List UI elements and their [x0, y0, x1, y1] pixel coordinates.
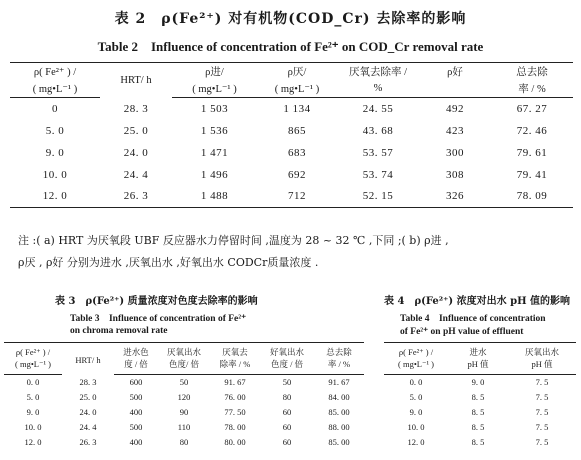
table-cell: 50 — [282, 377, 292, 388]
table3-header-cell: 率 / % — [314, 358, 364, 375]
table-cell: 683 — [288, 146, 306, 159]
table3-header-cell: 厌氧出水 — [158, 343, 210, 359]
table3-header-cell: 厌氧去 — [210, 343, 260, 359]
table-cell: 84. 00 — [328, 392, 350, 402]
table-cell: 28. 3 — [123, 102, 149, 115]
table-cell: 25. 0 — [79, 392, 97, 402]
table-cell: 12. 0 — [10, 186, 100, 208]
table-cell: 52. 15 — [337, 186, 419, 208]
table4-header-row — [384, 358, 576, 375]
table-row — [10, 164, 573, 186]
table-cell: 1 488 — [172, 186, 257, 208]
table-row — [384, 405, 576, 420]
table-cell: 423 — [446, 124, 464, 137]
table-cell: 500 — [129, 422, 143, 432]
table-cell: 5. 0 — [26, 392, 40, 402]
table-cell: 7. 5 — [535, 392, 549, 402]
table-cell: 1 536 — [200, 124, 229, 137]
table-cell: 80 — [179, 437, 189, 447]
table4-header-cell: pH 值 — [508, 358, 576, 375]
table2-header-cell: ( mg•L⁻¹ ) — [10, 80, 100, 98]
table3-header-cell: 总去除 — [314, 343, 364, 359]
table-cell: 308 — [446, 168, 464, 181]
table-cell: 300 — [446, 146, 464, 159]
table-cell: 26. 3 — [79, 437, 97, 447]
table-cell: 85. 00 — [328, 437, 350, 447]
table-cell: 24. 55 — [362, 102, 394, 115]
table-cell: 1 471 — [200, 146, 229, 159]
table-cell: 712 — [257, 186, 337, 208]
table4-header-cell: 进水 — [448, 343, 508, 359]
table-cell: 0 — [52, 102, 58, 115]
table-cell: 90 — [179, 407, 189, 417]
table4-header-row — [384, 343, 576, 359]
table-cell: 91. 67 — [328, 377, 350, 388]
table-row — [4, 435, 364, 450]
table-cell: 7. 5 — [535, 437, 549, 447]
table-cell: 72. 46 — [516, 124, 548, 137]
table2-header-cell: ρ厌/ — [257, 63, 337, 81]
table-cell: 9. 0 — [409, 407, 423, 417]
table-cell: 10. 0 — [24, 422, 42, 432]
table-cell: 8. 5 — [471, 422, 485, 432]
table-cell: 28. 3 — [79, 377, 97, 387]
table2-header-cell: ( mg•L⁻¹ ) — [257, 80, 337, 98]
table4-header-cell: 厌氧出水 — [508, 343, 576, 359]
table-cell: 400 — [129, 407, 143, 417]
table-cell: 60 — [282, 422, 292, 432]
table-cell: 326 — [419, 186, 491, 208]
table4 — [384, 342, 576, 450]
table-cell: 79. 61 — [516, 146, 548, 159]
table-row — [4, 420, 364, 435]
table3-header-cell: 好氧出水 — [260, 343, 314, 359]
table-cell: 26. 3 — [100, 186, 172, 208]
table3-header-cell: ( mg•L⁻¹ ) — [4, 358, 62, 375]
table2-header-cell: ρ进/ — [172, 63, 257, 81]
table-cell: 80. 00 — [224, 437, 246, 447]
table-cell: 492 — [446, 102, 464, 115]
table-cell: 43. 68 — [362, 124, 394, 137]
table-cell: 50 — [179, 377, 189, 388]
table3-header-cell: 度 / 倍 — [114, 358, 158, 375]
table-cell: 60 — [282, 437, 292, 447]
table3-header-row — [4, 358, 364, 375]
table-cell: 77. 50 — [224, 407, 246, 417]
table-note-line1: 注 :( a) HRT 为厌氧段 UBF 反应器水力停留时间 ,温度为 28 ~ 32 ℃ ,下同 ;( b) ρ进 , — [18, 234, 449, 247]
table3-header-cell: 色度 / 倍 — [260, 358, 314, 375]
table-cell: 110 — [177, 422, 191, 432]
table4-title-en-cont: of Fe²⁺ on pH value of effluent — [400, 327, 524, 337]
table-cell: 24. 0 — [123, 146, 149, 159]
table-cell: 24. 0 — [79, 407, 97, 417]
table3-header-cell: ρ( Fe²⁺ ) / — [4, 343, 62, 359]
table-cell: 400 — [129, 437, 143, 447]
table-cell: 865 — [288, 124, 306, 137]
table-row — [4, 405, 364, 420]
table-cell: 9. 0 — [471, 377, 485, 388]
table-cell: 91. 67 — [224, 377, 246, 388]
table3-title-cn: 表 3 ρ(Fe²⁺) 质量浓度对色度去除率的影响 — [55, 296, 258, 307]
table-row — [10, 98, 573, 120]
table-cell: 5. 0 — [45, 124, 65, 137]
table4-title-en: Table 4 Influence of concentration — [400, 314, 546, 324]
table-cell: 88. 00 — [328, 422, 350, 432]
table3-header-row — [4, 343, 364, 359]
table-cell: 9. 0 — [45, 146, 65, 159]
table2-header-cell: ρ( Fe²⁺ ) / — [10, 63, 100, 81]
table-cell: 24. 4 — [79, 422, 97, 432]
table-cell: 12. 0 — [24, 437, 42, 447]
table-cell: 0. 0 — [409, 377, 423, 388]
table-note-line2: ρ厌 , ρ好 分别为进水 ,厌氧出水 ,好氧出水 CODCr质量浓度 . — [18, 256, 319, 269]
table-cell: 78. 09 — [491, 186, 573, 208]
table-row — [4, 375, 364, 390]
table4-header-cell: pH 值 — [448, 358, 508, 375]
table-cell: 1 496 — [200, 168, 229, 181]
table2-title-en: Table 2 Influence of concentration of Fe²⁺ on COD_Cr removal rate — [97, 39, 484, 54]
table2-header-cell — [419, 80, 491, 98]
table2 — [10, 62, 573, 208]
table2-header-cell: HRT/ h — [100, 63, 172, 98]
table-cell: 5. 0 — [409, 392, 423, 402]
table-row — [384, 375, 576, 390]
table-cell: 60 — [282, 407, 292, 417]
table-row — [10, 186, 573, 208]
table-cell: 7. 5 — [535, 377, 549, 388]
table4-header-cell: ( mg•L⁻¹ ) — [384, 358, 448, 375]
table-cell: 53. 74 — [362, 168, 394, 181]
table-cell: 7. 5 — [535, 407, 549, 417]
table-cell: 53. 57 — [362, 146, 394, 159]
table-cell: 85. 00 — [328, 407, 350, 417]
table-cell: 80 — [282, 392, 292, 402]
table-cell: 0. 0 — [26, 377, 40, 388]
table2-header-cell: 总去除 — [491, 63, 573, 81]
table2-header-cell: ( mg•L⁻¹ ) — [172, 80, 257, 98]
table-cell: 24. 4 — [123, 168, 149, 181]
table-cell: 8. 5 — [471, 437, 485, 447]
table-row — [384, 420, 576, 435]
table-cell: 120 — [177, 392, 191, 402]
table3-header-cell: 色度/ 倍 — [158, 358, 210, 375]
table-row — [10, 120, 573, 142]
table-cell: 8. 5 — [471, 392, 485, 402]
table-cell: 25. 0 — [123, 124, 149, 137]
table4-title-cn: 表 4 ρ(Fe²⁺) 浓度对出水 pH 值的影响 — [384, 296, 571, 307]
table-row — [4, 390, 364, 405]
table-cell: 10. 0 — [42, 168, 68, 181]
table2-title-cn: 表 2 ρ(Fe²⁺) 对有机物(COD_Cr) 去除率的影响 — [114, 11, 467, 27]
table3-header-cell: 进水色 — [114, 343, 158, 359]
table3-header-cell: 除率 / % — [210, 358, 260, 375]
table-row — [384, 435, 576, 450]
table3 — [4, 342, 364, 450]
table-cell: 600 — [129, 377, 143, 388]
table2-header-cell: % — [337, 80, 419, 98]
table2-header-cell: 厌氧去除率 / — [337, 63, 419, 81]
table3-title-en: Table 3 Influence of concentration of Fe²⁺ — [70, 314, 247, 324]
table-row — [384, 390, 576, 405]
table3-header-cell: HRT/ h — [62, 343, 114, 375]
table2-header-cell: ρ好 — [419, 63, 491, 81]
table2-header-row — [10, 63, 573, 81]
table-cell: 692 — [288, 168, 306, 181]
table-cell: 500 — [129, 392, 143, 402]
table3-title-en-cont: on chroma removal rate — [70, 326, 168, 336]
table-cell: 79. 41 — [516, 168, 548, 181]
table-cell: 10. 0 — [407, 422, 425, 432]
table-cell: 12. 0 — [407, 437, 425, 447]
table-cell: 1 134 — [283, 102, 311, 115]
table4-header-cell: ρ( Fe²⁺ ) / — [384, 343, 448, 359]
table-cell: 78. 00 — [224, 422, 246, 432]
table-cell: 76. 00 — [224, 392, 246, 402]
table-cell: 9. 0 — [26, 407, 40, 417]
table-cell: 67. 27 — [516, 102, 548, 115]
table-cell: 1 503 — [200, 102, 229, 115]
table-cell: 7. 5 — [535, 422, 549, 432]
table-row — [10, 142, 573, 164]
table-cell: 8. 5 — [471, 407, 485, 417]
table2-header-cell: 率 / % — [491, 80, 573, 98]
table2-header-row — [10, 80, 573, 98]
